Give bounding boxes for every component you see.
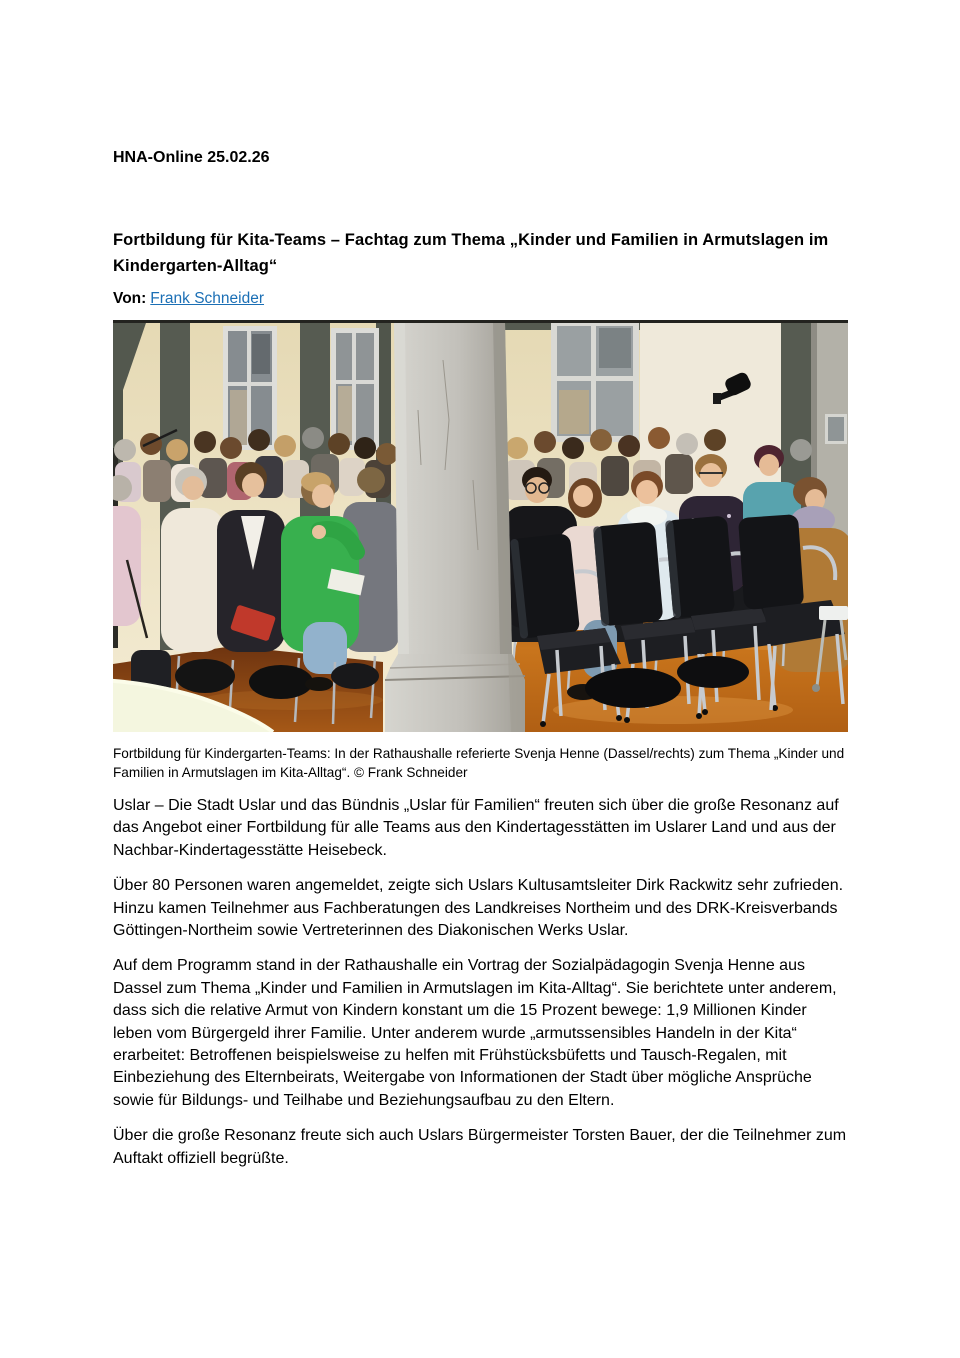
photo-illustration bbox=[113, 320, 848, 732]
byline-label: Von: bbox=[113, 290, 147, 307]
article-paragraph-4: Über die große Resonanz freute sich auch Uslars Bürgermeister Torsten Bauer, der die Teilnehmer zum Auftakt offiziell begrüßte. bbox=[113, 1127, 847, 1167]
article-title: Fortbildung für Kita-Teams – Fachtag zum Thema „Kinder und Familien in Armutslagen im Kindergarten-Alltag“ bbox=[113, 231, 829, 275]
author-link[interactable]: Frank Schneider bbox=[150, 290, 265, 307]
byline bbox=[113, 289, 848, 309]
source-line: HNA-Online 25.02.26 bbox=[113, 149, 270, 166]
photo-caption: Fortbildung für Kindergarten-Teams: In der Rathaushalle referierte Svenja Henne (Dassel/rechts) zum Thema „Kinder und Familien in Armutslagen im Kita-Alltag“. © Frank Schneider bbox=[113, 746, 845, 780]
article-paragraph-3: Auf dem Programm stand in der Rathaushalle ein Vortrag der Sozialpädagogin Svenja Henne aus Dassel zum Thema „Kinder und Familien in Armutslagen im Kita-Alltag“. Sie berichtete unter anderem, dass sich die relative Armut von Kindern konstant um die 15 Prozent bewege: 1,9 Millionen Kinder leben vom Bürgergeld ihrer Familie. Unter anderem wurde „armutssensibles Handeln in der Kita“ erarbeitet: Betroffenen beispielsweise zu helfen mit Frühstücksbüfetts und Tausch-Regalen, mit Einbeziehung des Elternbeirats, Weitergabe von Informationen der Stadt über mögliche Ansprüche sowie für Bildungs- und Teilhabe und Beziehungsaufbau zu den Eltern. bbox=[113, 957, 837, 1109]
article-paragraph-1: Uslar – Die Stadt Uslar und das Bündnis „Uslar für Familien“ freuten sich über die große Resonanz auf das Angebot einer Fortbildung für alle Teams aus den Kindertagesstätten im Uslarer Land und aus der Nachbar-Kindertagesstätte Heisebeck. bbox=[113, 797, 839, 859]
stone-column bbox=[385, 322, 525, 732]
article-page bbox=[113, 0, 848, 1170]
article-paragraph-2: Über 80 Personen waren angemeldet, zeigte sich Uslars Kultusamtsleiter Dirk Rackwitz sehr zufrieden. Hinzu kamen Teilnehmer aus Fachberatungen des Landkreises Northeim und des DRK-Kreisverbands Göttingen-Northeim sowie Vertreterinnen des Diakonischen Werks Uslar. bbox=[113, 877, 844, 940]
article-photo bbox=[113, 320, 848, 732]
